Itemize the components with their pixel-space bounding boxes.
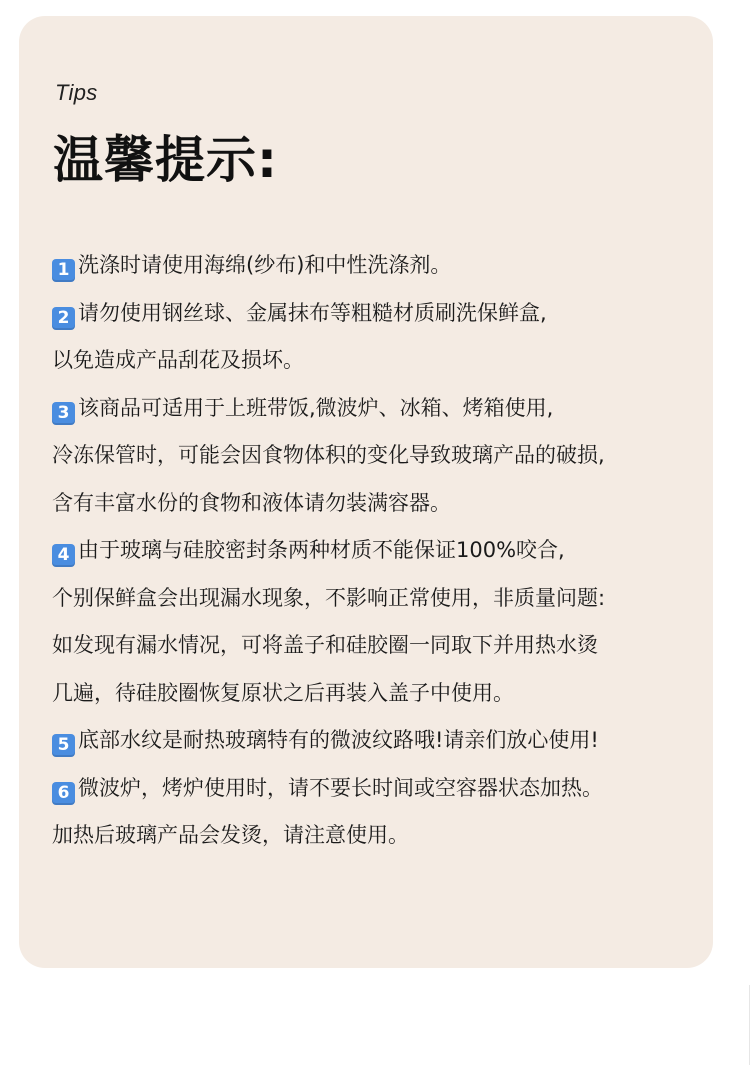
tip-text: 洗涤时请使用海绵(纱布)和中性洗涤剂。 (78, 253, 452, 277)
tip-text: 几遍，待硅胶圈恢复原状之后再装入盖子中使用。 (52, 680, 514, 705)
number-6-keycap-icon: 6 (52, 782, 75, 805)
tip-text: 如发现有漏水情况，可将盖子和硅胶圈一同取下并用热水烫 (52, 633, 598, 657)
page-title: 温馨提示: (53, 131, 278, 189)
tip-line (52, 575, 702, 623)
number-2-keycap-icon: 2 (52, 307, 75, 330)
tip-text: 含有丰富水份的食物和液体请勿装满容器。 (52, 490, 451, 515)
number-4-keycap-icon: 4 (52, 544, 75, 567)
tip-line (52, 812, 702, 860)
tip-line (52, 290, 702, 338)
tip-text: 以免造成产品刮花及损坏。 (52, 348, 304, 372)
tips-list (52, 242, 702, 860)
tip-text: 冷冻保管时，可能会因食物体积的变化导致玻璃产品的破损, (52, 443, 605, 467)
number-1-keycap-icon: 1 (52, 259, 75, 282)
tip-text: 微波炉，烤炉使用时，请不要长时间或空容器状态加热。 (78, 775, 603, 800)
tip-line (52, 527, 702, 575)
tip-text: 底部水纹是耐热玻璃特有的微波纹路哦!请亲们放心使用! (78, 728, 599, 752)
tip-line (52, 337, 702, 385)
tip-text: 个别保鲜盒会出现漏水现象，不影响正常使用，非质量问题: (52, 585, 606, 610)
tips-card (19, 16, 713, 968)
tip-line (52, 432, 702, 480)
tip-line (52, 385, 702, 433)
tip-line (52, 622, 702, 670)
tip-line (52, 765, 702, 813)
number-3-keycap-icon: 3 (52, 402, 75, 425)
tip-text: 请勿使用钢丝球、金属抹布等粗糙材质刷洗保鲜盒, (78, 300, 547, 325)
number-5-keycap-icon: 5 (52, 734, 75, 757)
tip-text: 由于玻璃与硅胶密封条两种材质不能保证100%咬合, (78, 538, 565, 562)
tip-line (52, 717, 702, 765)
tip-line (52, 670, 702, 718)
tip-text: 该商品可适用于上班带饭,微波炉、冰箱、烤箱使用, (78, 395, 554, 420)
tip-line (52, 242, 702, 290)
tip-line (52, 480, 702, 528)
tip-text: 加热后玻璃产品会发烫，请注意使用。 (52, 823, 409, 847)
tips-label: Tips (55, 80, 98, 105)
